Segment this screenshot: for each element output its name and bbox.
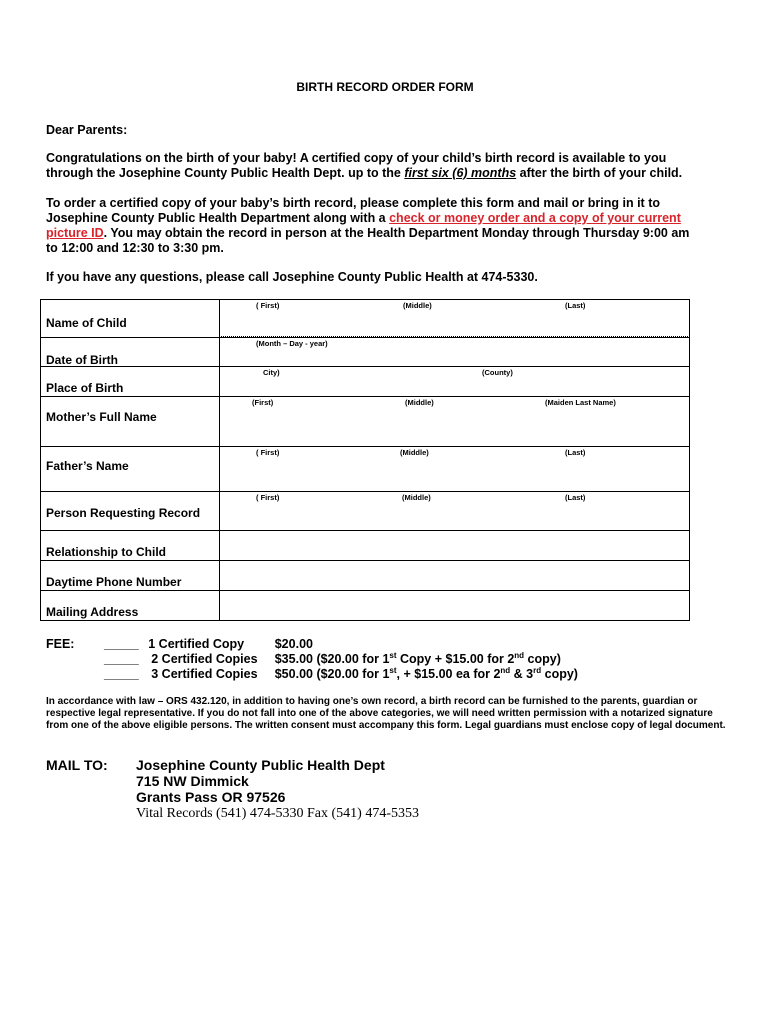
order-line-1: To order a certified copy of your baby’s birth record, please complete this form and mail or bring in it to bbox=[46, 196, 660, 210]
address-label-cell bbox=[41, 591, 220, 621]
requester-label: Person Requesting Record bbox=[46, 506, 201, 520]
last-sublabel: (Last) bbox=[565, 493, 586, 502]
relationship-label-cell bbox=[41, 531, 220, 561]
fee-row-1 bbox=[104, 637, 313, 651]
address-label: Mailing Address bbox=[46, 605, 139, 619]
place-of-birth-label: Place of Birth bbox=[46, 381, 124, 395]
mothers-name-label-cell bbox=[41, 397, 220, 447]
date-of-birth-label-cell bbox=[41, 338, 220, 367]
fee-row-1-label: 1 Certified Copy bbox=[148, 637, 245, 651]
sup-rd: rd bbox=[533, 665, 542, 675]
fee-row-2 bbox=[104, 652, 561, 666]
phone-fax-line: Vital Records (541) 474-5330 Fax (541) 474-5353 bbox=[136, 806, 420, 821]
fee-row-2-price bbox=[275, 652, 561, 666]
fee-blank-3[interactable]: _____ bbox=[104, 667, 139, 681]
place-of-birth-label-cell bbox=[41, 367, 220, 397]
order-paragraph bbox=[46, 196, 689, 256]
first-sublabel: ( First) bbox=[256, 301, 280, 310]
fee-row-3-price bbox=[275, 667, 578, 681]
fee-row-3-price-b: , + $15.00 ea for 2 bbox=[396, 667, 501, 681]
sup-st: st bbox=[389, 665, 397, 675]
intro-line-2a: through the Josephine County Public Health Dept. up to the bbox=[46, 166, 405, 180]
dotted-divider bbox=[219, 336, 690, 337]
sup-nd: nd bbox=[514, 650, 525, 660]
maiden-name-sublabel: (Maiden Last Name) bbox=[545, 398, 616, 407]
fee-row-2-label: 2 Certified Copies bbox=[151, 652, 258, 666]
fathers-name-field[interactable] bbox=[220, 447, 690, 492]
requester-field[interactable] bbox=[220, 492, 690, 531]
fee-row-3-price-d: copy) bbox=[541, 667, 578, 681]
mail-to-label: MAIL TO: bbox=[46, 757, 108, 773]
fee-row-2-price-a: $35.00 ($20.00 for 1 bbox=[274, 652, 390, 666]
order-form-table bbox=[40, 299, 690, 621]
fee-row-3-price-a: $50.00 ($20.00 for 1 bbox=[274, 667, 390, 681]
picture-id-requirement: picture ID bbox=[46, 226, 104, 240]
fee-row-2-price-c: copy) bbox=[524, 652, 561, 666]
six-months-emphasis: first six (6) months bbox=[404, 166, 517, 180]
greeting: Dear Parents: bbox=[46, 123, 128, 137]
mothers-name-field[interactable] bbox=[220, 397, 690, 447]
name-of-child-label: Name of Child bbox=[46, 316, 127, 330]
phone-label: Daytime Phone Number bbox=[46, 575, 182, 589]
payment-requirement: check or money order and a copy of your current bbox=[389, 211, 681, 225]
fee-row-1-price: $20.00 bbox=[274, 637, 313, 651]
fathers-name-label-cell bbox=[41, 447, 220, 492]
county-sublabel: (County) bbox=[482, 368, 513, 377]
phone-field[interactable] bbox=[220, 561, 690, 591]
phone-label-cell bbox=[41, 561, 220, 591]
name-of-child-label-cell bbox=[41, 300, 220, 338]
order-line-2a: Josephine County Public Health Department along with a bbox=[46, 211, 390, 225]
place-of-birth-field[interactable] bbox=[220, 367, 690, 397]
form-title: BIRTH RECORD ORDER FORM bbox=[296, 80, 474, 94]
middle-sublabel: (Middle) bbox=[402, 493, 431, 502]
fee-row-3 bbox=[104, 667, 578, 681]
fee-row-2-price-b: Copy + $15.00 for 2 bbox=[396, 652, 515, 666]
mail-line-2: 715 NW Dimmick bbox=[136, 773, 249, 789]
relationship-field[interactable] bbox=[220, 531, 690, 561]
first-sublabel: ( First) bbox=[256, 448, 280, 457]
intro-line-2c: after the birth of your child. bbox=[516, 166, 683, 180]
middle-sublabel: (Middle) bbox=[403, 301, 432, 310]
mail-line-1: Josephine County Public Health Dept bbox=[136, 757, 385, 773]
mailing-address-block bbox=[136, 757, 385, 805]
first-sublabel: ( First) bbox=[256, 493, 280, 502]
mothers-name-label: Mother’s Full Name bbox=[46, 410, 157, 424]
last-sublabel: (Last) bbox=[565, 301, 586, 310]
date-of-birth-label: Date of Birth bbox=[46, 353, 118, 367]
first-sublabel: (First) bbox=[252, 398, 274, 407]
order-line-3b: . You may obtain the record in person at the Health Department Monday through Thursday 9:00 am bbox=[103, 226, 690, 240]
legal-notice: In accordance with law – ORS 432.120, in addition to having one’s own record, a birth record can be furnished to the parents, guardian or respective legal representative. If you do not fall into one of the above categories, we will need written permission with a notarized signature from one of the above eligible persons. The written consent must accompany this form. Legal guardians must enclose copy of legal document. bbox=[46, 696, 726, 731]
last-sublabel: (Last) bbox=[565, 448, 586, 457]
sup-nd: nd bbox=[500, 665, 511, 675]
fee-row-3-price-c: & 3 bbox=[510, 667, 534, 681]
relationship-label: Relationship to Child bbox=[46, 545, 166, 559]
fee-row-3-label: 3 Certified Copies bbox=[151, 667, 258, 681]
sup-st: st bbox=[389, 650, 397, 660]
mail-line-3: Grants Pass OR 97526 bbox=[136, 789, 286, 805]
fee-blank-1[interactable]: _____ bbox=[104, 637, 139, 651]
fathers-name-label: Father’s Name bbox=[46, 459, 129, 473]
name-of-child-field[interactable] bbox=[220, 300, 690, 338]
fee-label: FEE: bbox=[46, 637, 75, 651]
city-sublabel: City) bbox=[263, 368, 280, 377]
middle-sublabel: (Middle) bbox=[405, 398, 434, 407]
intro-line-1: Congratulations on the birth of your baby! A certified copy of your child’s birth record is available to you bbox=[46, 151, 667, 165]
contact-paragraph: If you have any questions, please call Josephine County Public Health at 474-5330. bbox=[46, 270, 538, 284]
address-field[interactable] bbox=[220, 591, 690, 621]
order-line-4: to 12:00 and 12:30 to 3:30 pm. bbox=[46, 241, 224, 255]
fee-blank-2[interactable]: _____ bbox=[104, 652, 139, 666]
requester-label-cell bbox=[41, 492, 220, 531]
middle-sublabel: (Middle) bbox=[400, 448, 429, 457]
intro-paragraph bbox=[46, 151, 682, 181]
mdy-sublabel: (Month – Day - year) bbox=[256, 339, 328, 348]
date-of-birth-field[interactable] bbox=[220, 338, 690, 367]
